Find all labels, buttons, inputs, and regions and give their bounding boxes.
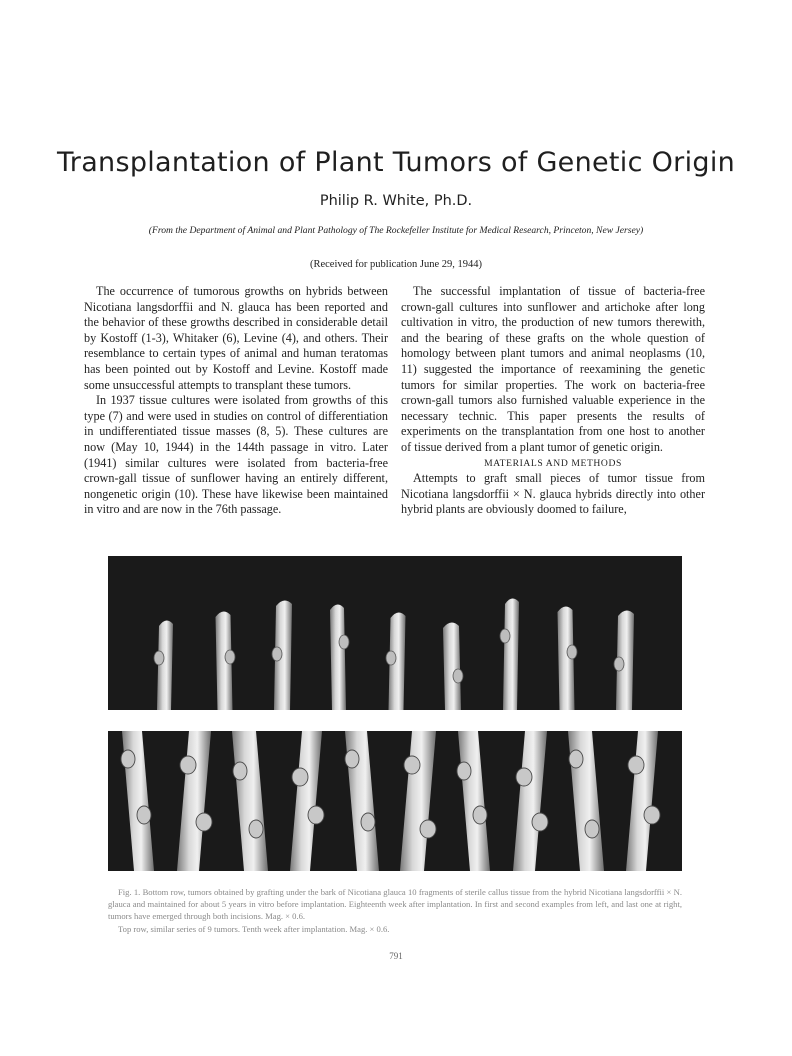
page-number: 791 <box>389 951 403 961</box>
body-paragraph: Attempts to graft small pieces of tumor tissue from Nicotiana langsdorffii × N. glauca hybrids directly into other hybrid plants are obviously doomed to failure, <box>401 471 705 517</box>
tumor-growth-bottom-6-2 <box>420 820 436 838</box>
tumor-stems-bottom-row <box>108 731 682 871</box>
tumor-bump-top-2 <box>225 650 235 664</box>
stem-bottom-8 <box>513 731 547 871</box>
tumor-growth-bottom-1-2 <box>137 806 151 824</box>
stem-bottom-4 <box>290 731 322 871</box>
stem-top-4 <box>330 604 346 710</box>
caption-paragraph: Top row, similar series of 9 tumors. Tenth week after implantation. Mag. × 0.6. <box>118 923 390 934</box>
tumor-bump-top-8 <box>567 645 577 659</box>
body-paragraph: In 1937 tissue cultures were isolated from growths of this type (7) and were used in studies on control of differentiation in undifferentiated tissue masses (8, 5). These cultures are now (May 10, 1944) in the 144th passage in vitro. Later (1941) similar cultures were isolated from bacteria-free crown-gall tissue of sunflower having an entirely different, nongenetic origin (10). These have likewise been maintained in vitro and are now in the 76th passage. <box>84 393 388 517</box>
tumor-bump-top-9 <box>614 657 624 671</box>
tumor-growth-bottom-2-1 <box>180 756 196 774</box>
author-name: Philip R. White, Ph.D. <box>319 193 473 209</box>
tumor-growth-bottom-9-1 <box>569 750 583 768</box>
tumor-growth-bottom-10-2 <box>644 806 660 824</box>
tumor-growth-bottom-5-2 <box>361 813 375 831</box>
tumor-bump-top-3 <box>272 647 282 661</box>
stem-top-6 <box>443 622 461 710</box>
tumor-growth-bottom-7-2 <box>473 806 487 824</box>
stem-bottom-3 <box>232 731 268 871</box>
tumor-growth-bottom-3-2 <box>249 820 263 838</box>
tumor-stems-top-row <box>108 556 682 710</box>
tumor-growth-bottom-4-2 <box>308 806 324 824</box>
stem-bottom-2 <box>177 731 211 871</box>
received-date: (Received for publication June 29, 1944) <box>309 259 483 270</box>
figure-caption <box>108 886 682 935</box>
article-title: Transplantation of Plant Tumors of Genetic Origin <box>56 147 736 178</box>
section-heading: MATERIALS AND METHODS <box>484 457 622 469</box>
stem-bottom-10 <box>626 731 658 871</box>
stem-bottom-7 <box>458 731 490 871</box>
caption-paragraph: Fig. 1. Bottom row, tumors obtained by grafting under the bark of Nicotiana glauca 10 fragments of sterile callus tissue from the hybrid Nicotiana langsdorffii × N. glauca and maintained for about 5 years in vitro before implantation. Eighteenth week after implantation. In first and second examples from left, and last one at right, tumors have emerged through both incisions. Mag. × 0.6. <box>108 887 682 922</box>
tumor-growth-bottom-6-1 <box>404 756 420 774</box>
right-column <box>401 284 705 518</box>
body-paragraph: The occurrence of tumorous growths on hybrids between Nicotiana langsdorffii and N. glauca has been reported and the behavior of these growths described in considerable detail by Kostoff (1-3), Whitaker (6), Levine (4), and others. Their resemblance to certain types of animal and human teratomas has been pointed out by Kostoff and Levine. Kostoff made some unsuccessful attempts to transplant these tumors. <box>84 284 388 392</box>
tumor-growth-bottom-1-1 <box>121 750 135 768</box>
tumor-growth-bottom-9-2 <box>585 820 599 838</box>
stem-top-7 <box>503 598 519 710</box>
body-paragraph: The successful implantation of tissue of bacteria-free crown-gall cultures into sunflower and artichoke after long cultivation in vitro, the production of new tumors therewith, and the bearing of these grafts on the whole question of homology between plant tumors and animal neoplasms (10, 11) suggested the importance of reexamining the genetic tumors for similar properties. The work on bacteria-free crown-gall tumors also furnished valuable experience in the necessary technic. This paper presents the results of experiments on the transplantation from one host to another of tissue derived from a plant tumor of genetic origin. <box>401 284 705 454</box>
tumor-growth-bottom-3-1 <box>233 762 247 780</box>
tumor-growth-bottom-5-1 <box>345 750 359 768</box>
tumor-bump-top-5 <box>386 651 396 665</box>
figure-top-row-photo <box>108 556 682 710</box>
tumor-growth-bottom-4-1 <box>292 768 308 786</box>
tumor-growth-bottom-2-2 <box>196 813 212 831</box>
figure-bottom-row-photo <box>108 731 682 871</box>
tumor-growth-bottom-8-1 <box>516 768 532 786</box>
stem-bottom-6 <box>400 731 436 871</box>
tumor-growth-bottom-10-1 <box>628 756 644 774</box>
tumor-growth-bottom-8-2 <box>532 813 548 831</box>
tumor-growth-bottom-7-1 <box>457 762 471 780</box>
tumor-bump-top-7 <box>500 629 510 643</box>
tumor-bump-top-6 <box>453 669 463 683</box>
author-affiliation: (From the Department of Animal and Plant Pathology of The Rockefeller Institute for Medical Research, Princeton, New Jersey) <box>148 225 644 236</box>
tumor-bump-top-4 <box>339 635 349 649</box>
left-column <box>84 284 388 518</box>
tumor-bump-top-1 <box>154 651 164 665</box>
